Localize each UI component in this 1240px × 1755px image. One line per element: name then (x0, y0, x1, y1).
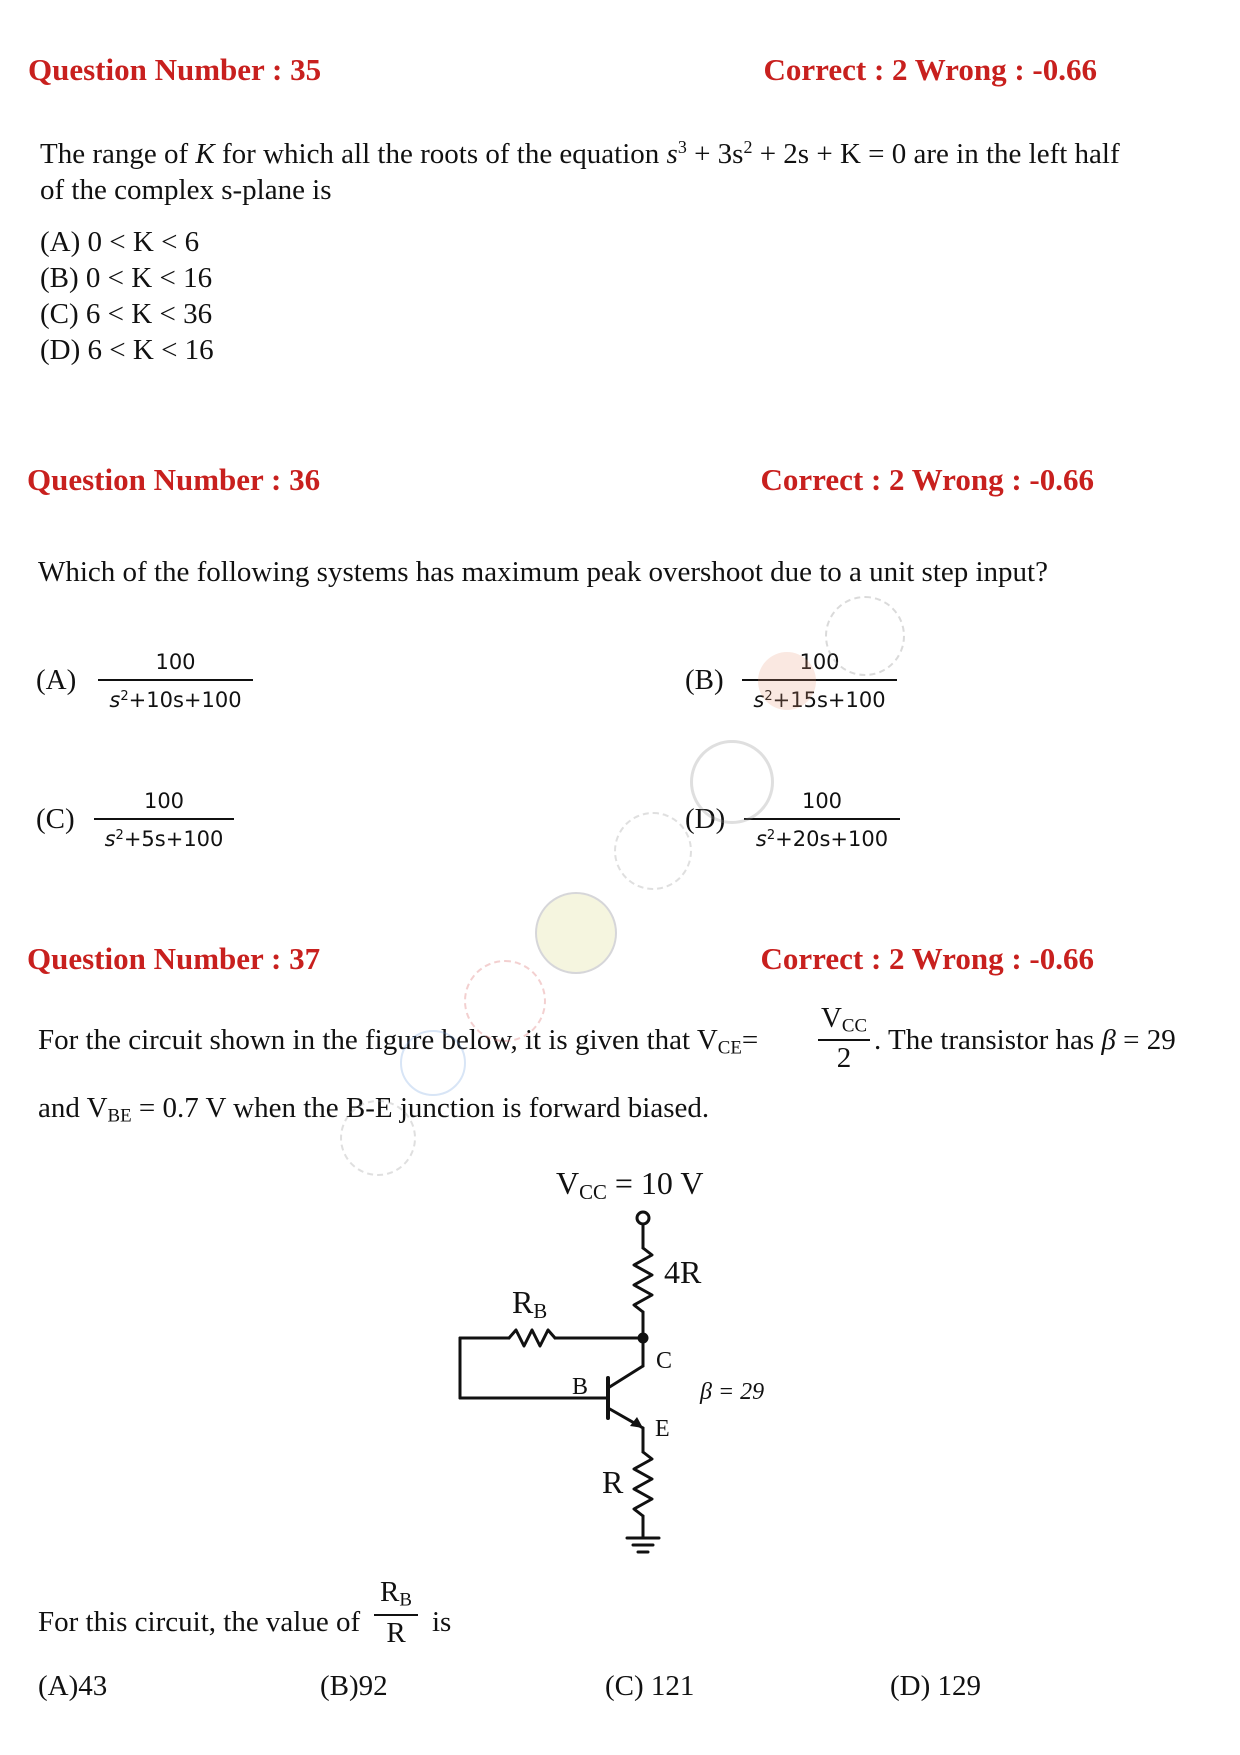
stem-text: and V (38, 1092, 108, 1124)
watermark-seal-icon (400, 1030, 466, 1096)
question-36-number: Question Number : 36 (27, 462, 321, 497)
option-text: 121 (650, 1670, 695, 1702)
beta-symbol: β (1101, 1024, 1116, 1056)
option-text: 43 (78, 1670, 108, 1702)
option-label: (C) (605, 1670, 644, 1702)
stem-var-k: K (195, 138, 215, 170)
question-37-option-c[interactable] (605, 1670, 694, 1703)
option-text: 6 < K < 16 (87, 334, 214, 366)
watermark-seal-icon (758, 652, 816, 710)
beta-label: β = 29 (700, 1379, 765, 1405)
option-text: 0 < K < 6 (87, 226, 200, 258)
node-b-label: B (572, 1374, 589, 1400)
stem-text: for which all the roots of the equation (214, 138, 667, 170)
option-text: 129 (937, 1670, 982, 1702)
stem-text: . The transistor has (874, 1024, 1102, 1056)
subscript: BE (107, 1105, 132, 1127)
resistor-rb (509, 1330, 555, 1346)
question-35-stem-line2: of the complex s-plane is (40, 174, 332, 206)
fraction-denominator: R (386, 1617, 406, 1649)
question-37-option-a[interactable] (38, 1670, 107, 1703)
stem-text: For the circuit shown in the figure below, it is given that V (38, 1024, 718, 1056)
option-text: 0 < K < 16 (85, 262, 213, 294)
equation-part: + 2s + K = 0 (752, 138, 907, 170)
stem-text: when the B-E junction is forward biased. (225, 1092, 710, 1124)
fraction-numerator: 100 (799, 650, 840, 674)
question-36-option-b-label[interactable]: (B) (685, 664, 724, 696)
vcc-label: $V_{CC} = 10$ V (556, 1165, 704, 1205)
watermark-seal-icon (340, 1100, 416, 1176)
stem-text: The range of (40, 138, 196, 170)
question-36-option-c-label[interactable]: (C) (36, 803, 75, 835)
question-37-ask-tail: is (432, 1606, 452, 1638)
fraction-denominator: $s^2+20s+100$ (755, 827, 889, 851)
fraction-numerator: 100 (801, 789, 843, 813)
option-text: 6 < K < 36 (85, 298, 213, 330)
option-label: (B) (320, 1670, 359, 1702)
question-37-marks: Correct : 2 Wrong : -0.66 (760, 941, 1094, 976)
node-c-label: C (656, 1348, 673, 1374)
question-36-stem: Which of the following systems has maximum peak overshoot due to a unit step input? (38, 556, 1048, 588)
watermark-seal-icon (535, 892, 617, 974)
option-label: (D) (890, 1670, 931, 1702)
equation-exponent: 2 (743, 137, 753, 158)
question-37-ask: For this circuit, the value of (38, 1606, 361, 1638)
option-label: (D) (40, 334, 81, 366)
stem-text: = 0.7 V (131, 1092, 226, 1124)
equation-part: s (666, 138, 678, 170)
resistor-r (634, 1452, 652, 1516)
stem-text: = 29 (1115, 1024, 1176, 1056)
rb-over-r-fraction (374, 1576, 418, 1656)
fraction-denominator: 2 (836, 1042, 852, 1074)
question-35-number: Question Number : 35 (28, 52, 322, 87)
question-37-option-d[interactable] (890, 1670, 981, 1703)
watermark-seal-icon (464, 960, 546, 1042)
option-text: 92 (358, 1670, 388, 1702)
fraction-denominator: $s^2+5s+100$ (104, 827, 224, 851)
equation-exponent: 3 (677, 137, 687, 158)
fraction-denominator: $s^2+15s+100$ (753, 688, 886, 712)
fraction-denominator: $s^2+10s+100$ (109, 688, 242, 712)
resistor-4r (634, 1248, 652, 1312)
stem-text: are in the left half (906, 138, 1120, 170)
question-36-option-d-label[interactable]: (D) (685, 803, 726, 835)
node-e-label: E (655, 1416, 670, 1442)
fraction-numerator: 100 (155, 650, 196, 674)
option-label: (B) (40, 262, 79, 294)
question-36-marks: Correct : 2 Wrong : -0.66 (760, 462, 1094, 497)
option-label: (A) (38, 1670, 79, 1702)
option-label: (C) (40, 298, 79, 330)
transistor-collector-lead (608, 1366, 643, 1388)
subscript: CE (717, 1037, 742, 1059)
fraction-numerator: $R_B$ (380, 1576, 412, 1611)
watermark-gear-icon (690, 740, 774, 824)
fraction-bar (374, 1614, 418, 1616)
resistor-rb-label: $R_B$ (512, 1284, 548, 1324)
question-37-option-b[interactable] (320, 1670, 388, 1703)
resistor-r-label: R (602, 1464, 624, 1500)
option-label: (A) (40, 226, 81, 258)
equation-part: + 3s (686, 138, 744, 170)
watermark-seal-icon (614, 812, 692, 890)
question-36-option-a-label[interactable]: (A) (36, 664, 77, 696)
resistor-4r-label: 4R (664, 1254, 702, 1290)
fraction-numerator: 100 (143, 789, 185, 813)
question-37-number: Question Number : 37 (27, 941, 321, 976)
stem-text: = (741, 1024, 759, 1056)
question-35-marks: Correct : 2 Wrong : -0.66 (763, 52, 1097, 87)
fraction-numerator: $V_{CC}$ (820, 1002, 868, 1037)
vcc-terminal (637, 1212, 649, 1224)
watermark-seal-icon (825, 596, 905, 676)
